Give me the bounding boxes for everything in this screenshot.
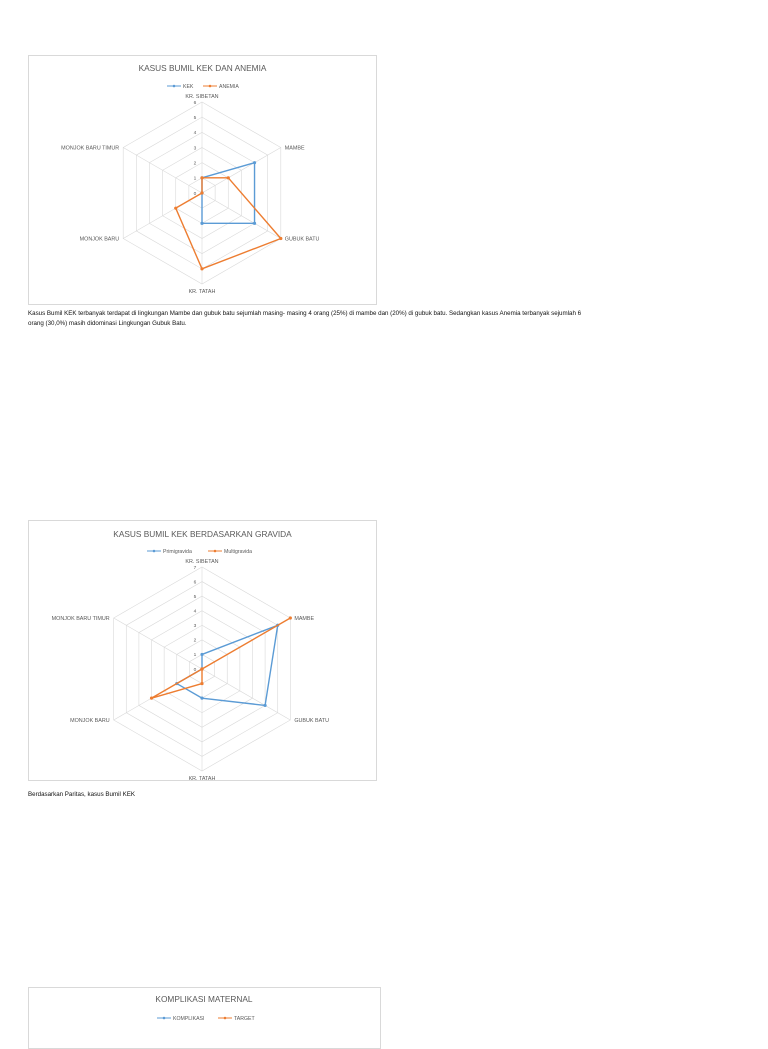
chart-legend (147, 549, 252, 555)
tick-label: 4 (193, 609, 197, 615)
series-point-anemia (200, 191, 203, 194)
chart-kek-anemia-svg (29, 56, 376, 304)
category-label-kr-tatah: KR. TATAH (188, 776, 216, 780)
paragraph-line: Kasus Bumil KEK terbanyak terdapat di lingkungan Mambe dan gubuk batu sejumlah masing- masing 4 orang (25%) di mambe dan (20%) di gubuk batu. Sedangkan kasus Anemia terbanyak sejumlah 6 (28, 310, 582, 317)
tick-label: 6 (193, 100, 197, 106)
category-label-kr-sibetan: KR. SIBETAN (185, 559, 219, 565)
chart-komplikasi-svg (29, 988, 380, 1028)
category-label-gubuk-batu: GUBUK BATU (294, 718, 329, 724)
chart-kek-anemia (28, 55, 377, 305)
paragraph-line: Berdasarkan Paritas, kasus Bumil KEK (28, 791, 135, 798)
chart-title: KASUS BUMIL KEK BERDASARKAN GRAVIDA (113, 529, 292, 539)
tick-label: 0 (193, 667, 197, 673)
legend-label-anemia: ANEMIA (219, 84, 239, 90)
chart-title: KOMPLIKASI MATERNAL (155, 994, 253, 1004)
series-point-kek (253, 222, 256, 225)
series-point-anemia (174, 207, 177, 210)
series-point-primigravida (263, 704, 266, 707)
chart-title: KASUS BUMIL KEK DAN ANEMIA (138, 63, 267, 73)
series-point-anemia (200, 176, 203, 179)
series-point-multigravida (289, 616, 292, 619)
series-point-kek (200, 222, 203, 225)
tick-label: 2 (193, 161, 197, 167)
paragraph-kek-anemia (28, 309, 748, 329)
tick-label: 5 (193, 115, 197, 121)
series-point-multigravida (150, 697, 153, 700)
category-label-mambe: MAMBE (294, 616, 315, 622)
legend-label-primigravida: Primigravida (163, 549, 192, 555)
category-label-mambe: MAMBE (284, 145, 305, 152)
series-point-primigravida (200, 653, 203, 656)
tick-label: 1 (193, 653, 197, 659)
tick-label: 7 (193, 565, 197, 571)
series-point-anemia (279, 237, 282, 240)
tick-label: 4 (193, 131, 197, 137)
paragraph-line: orang (30,0%) masih didominasi Lingkungan Gubuk Batu. (28, 320, 187, 327)
series-point-primigravida (200, 697, 203, 700)
legend-label-target: TARGET (234, 1016, 255, 1022)
axis-spoke (202, 669, 290, 720)
chart-komplikasi-maternal (28, 987, 381, 1049)
tick-label: 3 (193, 624, 197, 630)
tick-label: 2 (193, 638, 197, 644)
category-label-monjok-baru: MONJOK BARU (79, 236, 120, 243)
series-line-multigravida (152, 618, 291, 698)
radar-plot-kek-anemia (61, 94, 319, 295)
chart-legend (157, 1016, 255, 1022)
tick-label: 5 (193, 594, 197, 600)
tick-label: 1 (193, 176, 197, 182)
chart-kek-gravida-svg (29, 521, 376, 780)
category-label-kr-sibetan: KR. SIBETAN (185, 94, 219, 100)
chart-kek-gravida (28, 520, 377, 781)
category-label-kr-tatah: KR. TATAH (188, 289, 216, 295)
series-point-anemia (227, 176, 230, 179)
category-label-monjok-baru-timur: MONJOK BARU TIMUR (61, 145, 120, 152)
series-point-multigravida (200, 682, 203, 685)
tick-label: 3 (193, 146, 197, 152)
category-label-monjok-baru-timur: MONJOK BARU TIMUR (51, 616, 110, 622)
tick-label: 6 (193, 580, 197, 586)
category-label-monjok-baru: MONJOK BARU (70, 718, 110, 724)
chart-legend (167, 84, 239, 90)
series-point-multigravida (200, 667, 203, 670)
legend-label-kek: KEK (183, 84, 194, 90)
legend-label-komplikasi: KOMPLIKASI (173, 1016, 205, 1022)
series-point-kek (253, 161, 256, 164)
category-label-gubuk-batu: GUBUK BATU (284, 236, 320, 243)
series-point-anemia (200, 267, 203, 270)
paragraph-paritas (28, 790, 748, 800)
radar-plot-kek-gravida (52, 559, 329, 780)
tick-label: 0 (193, 191, 197, 197)
axis-spoke (114, 618, 202, 669)
legend-label-multigravida: Multigravida (224, 549, 252, 555)
